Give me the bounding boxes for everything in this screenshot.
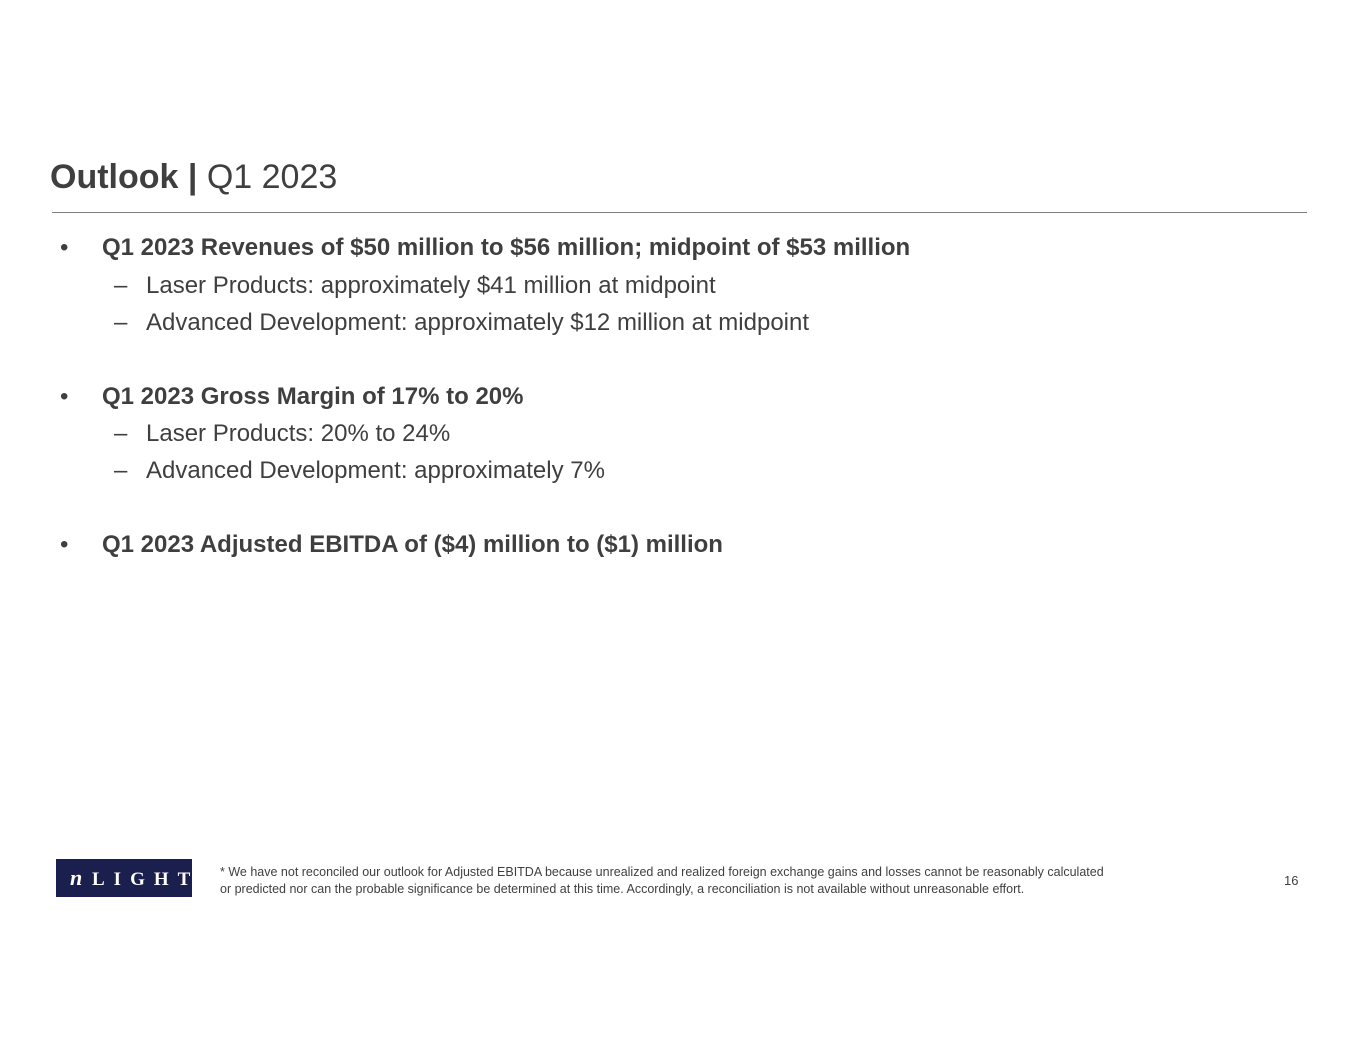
bullet-text: Q1 2023 Gross Margin of 17% to 20%	[102, 383, 524, 410]
title-divider	[52, 212, 1307, 213]
bullet-marker: •	[60, 234, 69, 261]
slide-title	[50, 155, 337, 199]
bullet-marker: •	[60, 531, 69, 558]
logo-light-word: LIGHT	[92, 869, 200, 890]
nlight-logo-mark	[62, 863, 200, 893]
bullet-text: Q1 2023 Revenues of $50 million to $56 million; midpoint of $53 million	[102, 234, 911, 261]
footnote-line-1: * We have not reconciled our outlook for Adjusted EBITDA because unrealized and realized foreign exchange gains and losses cannot be reasonably calculated	[220, 865, 1104, 879]
sub-text: Advanced Development: approximately 7%	[146, 457, 605, 484]
sub-text: Advanced Development: approximately $12 million at midpoint	[146, 309, 810, 336]
bullet-text: Q1 2023 Adjusted EBITDA of ($4) million to ($1) million	[102, 531, 723, 558]
page-number: 16	[1284, 873, 1299, 888]
logo-n-letter: n	[70, 865, 83, 890]
title-bold: Outlook |	[50, 158, 198, 196]
sub-marker: –	[114, 309, 128, 336]
sub-marker: –	[114, 272, 128, 299]
title-regular: Q1 2023	[206, 158, 338, 196]
footnote	[220, 864, 1250, 898]
sub-text: Laser Products: 20% to 24%	[146, 420, 451, 447]
sub-text: Laser Products: approximately $41 million at midpoint	[146, 272, 716, 299]
bullet-marker: •	[60, 383, 69, 410]
footnote-line-2: or predicted nor can the probable significance be determined at this time. Accordingly, a reconciliation is not available without unreasonable effort.	[220, 882, 1025, 896]
sub-marker: –	[114, 457, 128, 484]
nlight-logo	[56, 859, 200, 897]
sub-marker: –	[114, 420, 128, 447]
